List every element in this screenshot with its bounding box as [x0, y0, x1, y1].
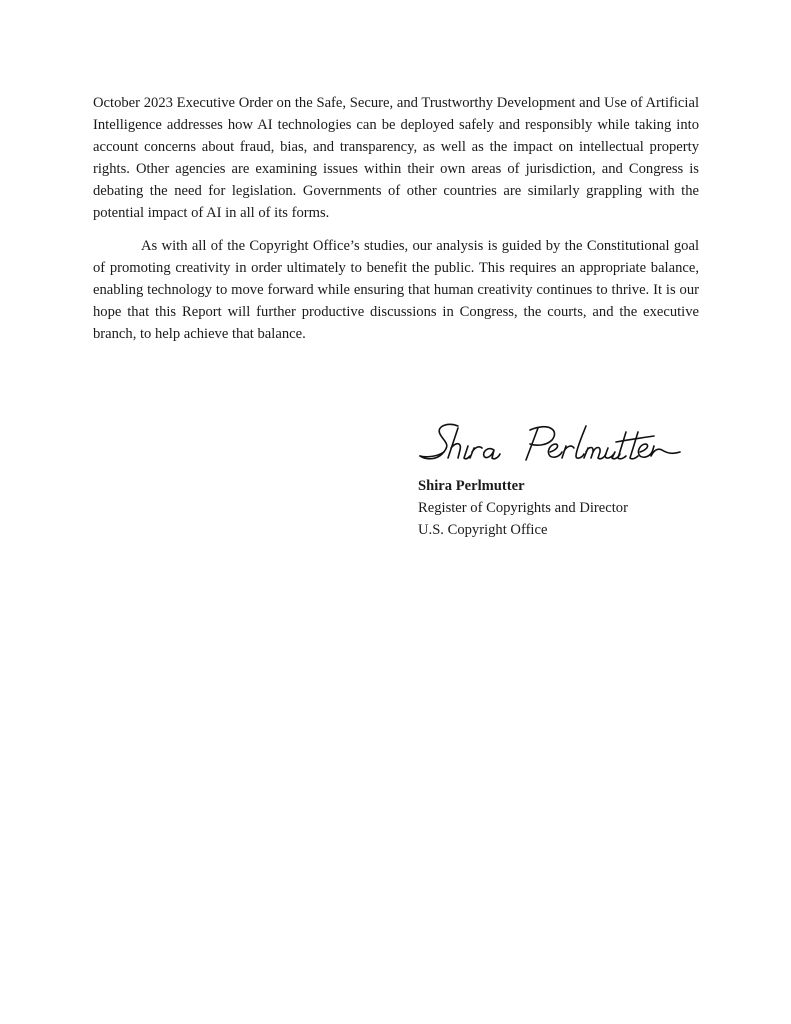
handwritten-signature: [418, 418, 683, 468]
signature-icon: [418, 418, 683, 468]
paragraph-1: October 2023 Executive Order on the Safe, Secure, and Trustworthy Development and Use of Artificial Intelligence addresses how AI technologies can be deployed safely and responsibly while taking into account concerns about fraud, bias, and transparency, as well as the impact on intellectual property rights. Other agencies are examining issues within their own areas of jurisdiction, and Congress is debating the need for legislation. Governments of other countries are similarly grappling with the potential impact of AI in all of its forms.: [93, 95, 699, 222]
signatory-title: Register of Copyrights and Director: [418, 500, 628, 516]
paragraph-2: As with all of the Copyright Office’s studies, our analysis is guided by the Constitutional goal of promoting creativity in order ultimately to benefit the public. This requires an appropriate balance, enabling technology to move forward while ensuring that human creativity continues to thrive. It is our hope that this Report will further productive discussions in Congress, the courts, and the executive branch, to help achieve that balance.: [93, 237, 699, 342]
body-text: [93, 92, 699, 345]
signatory-organization: U.S. Copyright Office: [418, 522, 548, 538]
signatory-name: Shira Perlmutter: [418, 478, 525, 494]
signature-block: [418, 475, 628, 541]
